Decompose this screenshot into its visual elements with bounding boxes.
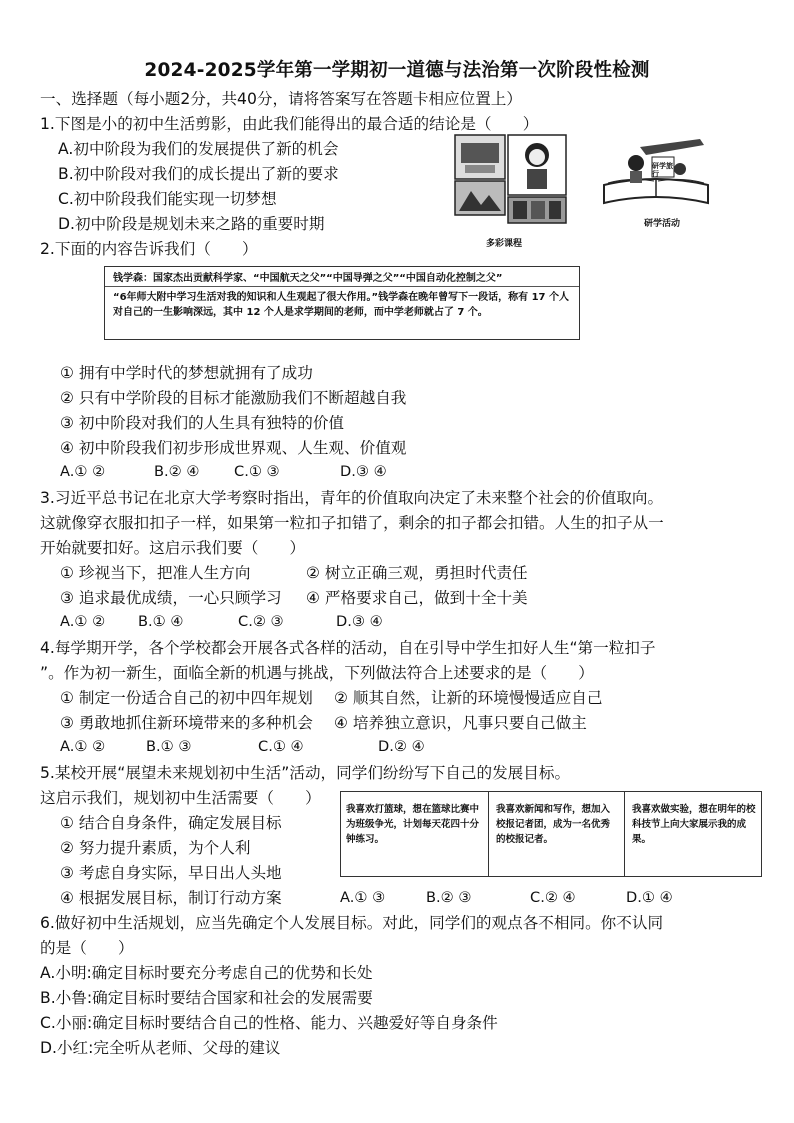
q3-stem-line3: 开始就要扣好。这启示我们要（ ） (40, 539, 306, 557)
q6-stem-line1: 6.做好初中生活规划，应当先确定个人发展目标。对此，同学们的观点各不相同。你不认同 (40, 914, 664, 932)
q4-stem-line2: ”。作为初一新生，面临全新的机遇与挑战，下列做法符合上述要求的是（ ） (40, 664, 594, 682)
q5-option-1: ① 结合自身条件，确定发展目标 (60, 814, 282, 832)
q3-option-1: ① 珍视当下，把准人生方向 (60, 564, 251, 582)
q4-answer-c: C.① ④ (258, 738, 304, 755)
q6-stem-line2: 的是（ ） (40, 939, 134, 957)
goal-cell-journalism: 我喜欢新闻和写作，想加入校报记者团，成为一名优秀的校报记者。 (491, 792, 625, 876)
section-heading: 一、选择题（每小题2分，共40分，请将答案写在答题卡相应位置上） (40, 90, 522, 108)
q1-option-b: B.初中阶段对我们的成长提出了新的要求 (58, 165, 339, 183)
goal-cell-basketball: 我喜欢打篮球，想在篮球比赛中为班级争光，计划每天花四十分钟练习。 (341, 792, 489, 876)
q4-answer-d: D.② ④ (378, 738, 425, 755)
q1-image2-label: 研学旅行 (652, 162, 673, 178)
q4-answer-b: B.① ③ (146, 738, 192, 755)
q5-answer-a: A.① ③ (340, 889, 386, 906)
q2-answer-a: A.① ② (60, 463, 106, 480)
q3-answer-a: A.① ② (60, 613, 106, 630)
q2-option-4: ④ 初中阶段我们初步形成世界观、人生观、价值观 (60, 439, 407, 457)
q2-box-line2: “6年师大附中学习生活对我的知识和人生观起了很大作用。”钱学森在晚年曾写下一段话，称有 17 个人对自己的一生影响深远，其中 12 个人是求学期间的老师，而中学老师就占了 7 个。 (113, 292, 569, 318)
q4-option-3: ③ 勇敢地抓住新环境带来的多种机会 (60, 714, 313, 732)
q2-answer-d: D.③ ④ (340, 463, 387, 480)
q3-option-3: ③ 追求最优成绩，一心只顾学习 (60, 589, 282, 607)
q5-option-4: ④ 根据发展目标，制订行动方案 (60, 889, 282, 907)
q1-option-a: A.初中阶段为我们的发展提供了新的机会 (58, 140, 339, 158)
colorful-courses-collage-image (453, 133, 569, 233)
q4-answer-a: A.① ② (60, 738, 106, 755)
q1-option-d: D.初中阶段是规划未来之路的重要时期 (58, 215, 325, 233)
q1-image2-caption: 研学活动 (644, 219, 681, 229)
q2-answer-b: B.② ④ (154, 463, 200, 480)
q5-answer-c: C.② ④ (530, 889, 576, 906)
q2-option-3: ③ 初中阶段对我们的人生具有独特的价值 (60, 414, 345, 432)
q1-option-c: C.初中阶段我们能实现一切梦想 (58, 190, 277, 208)
q6-option-d: D.小红:完全听从老师、父母的建议 (40, 1039, 281, 1057)
student-goals-table (340, 791, 762, 877)
goal-cell-experiment: 我喜欢做实验，想在明年的校科技节上向大家展示我的成果。 (632, 804, 756, 845)
q3-option-2: ② 树立正确三观，勇担时代责任 (306, 564, 528, 582)
q3-answer-d: D.③ ④ (336, 613, 383, 630)
q5-stem-line1: 5.某校开展“展望未来规划初中生活”活动，同学们纷纷写下自己的发展目标。 (40, 764, 571, 782)
q2-box-line1: 钱学森：国家杰出贡献科学家、“中国航天之父”“中国导弹之父”“中国自动化控制之父” (105, 267, 579, 287)
q2-stem: 2.下面的内容告诉我们（ ） (40, 240, 258, 258)
q4-stem-line1: 4.每学期开学，各个学校都会开展各式各样的活动，自在引导中学生扣好人生“第一粒扣子 (40, 639, 656, 657)
q3-answer-c: C.② ③ (238, 613, 284, 630)
q3-stem-line2: 这就像穿衣服扣扣子一样，如果第一粒扣子扣错了，剩余的扣子都会扣错。人生的扣子从一 (40, 514, 664, 532)
q3-option-4: ④ 严格要求自己，做到十全十美 (306, 589, 528, 607)
q2-option-1: ① 拥有中学时代的梦想就拥有了成功 (60, 364, 313, 382)
q6-option-c: C.小丽:确定目标时要结合自己的性格、能力、兴趣爱好等自身条件 (40, 1014, 498, 1032)
q3-stem-line1: 3.习近平总书记在北京大学考察时指出，青年的价值取向决定了未来整个社会的价值取向。 (40, 489, 664, 507)
q4-option-1: ① 制定一份适合自己的初中四年规划 (60, 689, 313, 707)
qian-xuesen-material-box (104, 266, 580, 340)
q1-stem: 1.下图是小的初中生活剪影，由此我们能得出的最合适的结论是（ ） (40, 115, 539, 133)
q5-stem-line2: 这启示我们，规划初中生活需要（ ） (40, 789, 321, 807)
q6-option-b: B.小鲁:确定目标时要结合国家和社会的发展需要 (40, 989, 373, 1007)
q1-image1-caption: 多彩课程 (486, 239, 523, 249)
q5-answer-b: B.② ③ (426, 889, 472, 906)
q3-answer-b: B.① ④ (138, 613, 184, 630)
q2-option-2: ② 只有中学阶段的目标才能激励我们不断超越自我 (60, 389, 407, 407)
q5-answer-d: D.① ④ (626, 889, 673, 906)
q6-option-a: A.小明:确定目标时要充分考虑自己的优势和长处 (40, 964, 373, 982)
q2-answer-c: C.① ③ (234, 463, 280, 480)
q5-option-3: ③ 考虑自身实际，早日出人头地 (60, 864, 282, 882)
q4-option-2: ② 顺其自然，让新的环境慢慢适应自己 (334, 689, 603, 707)
q5-option-2: ② 努力提升素质，为个人利 (60, 839, 251, 857)
page-title: 2024-2025学年第一学期初一道德与法治第一次阶段性检测 (144, 60, 650, 81)
q4-option-4: ④ 培养独立意识，凡事只要自己做主 (334, 714, 587, 732)
